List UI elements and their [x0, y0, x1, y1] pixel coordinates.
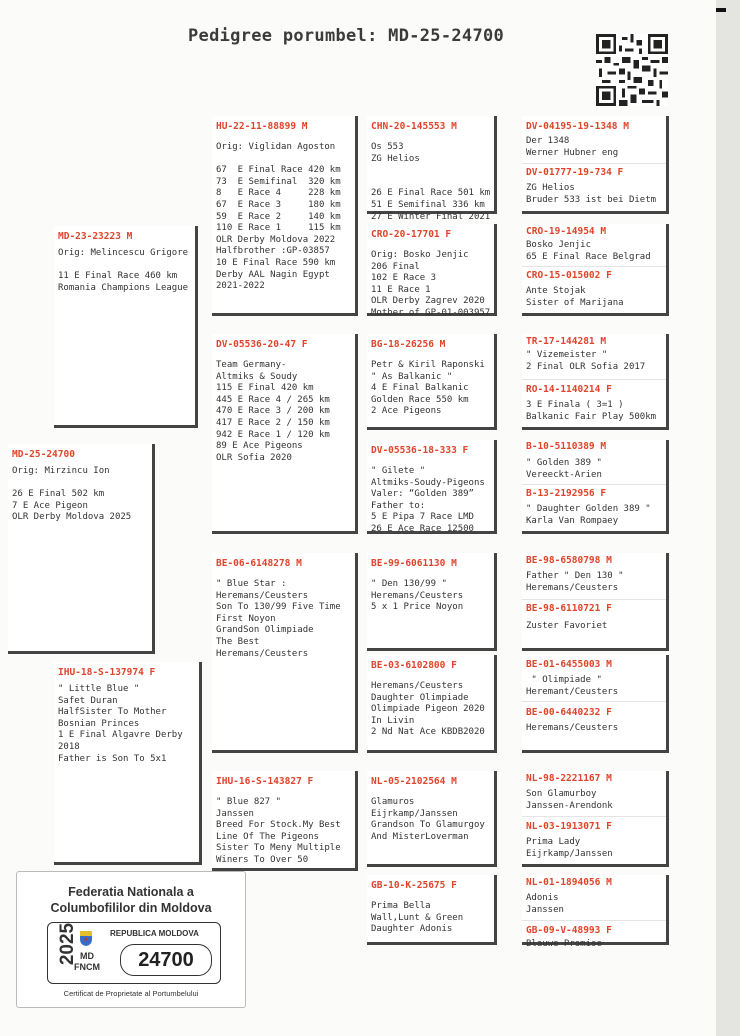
gggp-ring: NL-98-2221167 M — [526, 773, 612, 784]
divider — [522, 816, 666, 817]
ggp-details: Os 553 ZG Helios 26 E Final Race 501 km 51 E Semifinal 336 km 27 E Winter Final 2021 — [371, 142, 491, 222]
ggp-details: " Gilete " Altmiks-Soudy-Pigeons Valer: “Golden 389” Father to: 5 E Pipa 7 Race LMD 26 E Ace Race 12500 — [371, 466, 485, 534]
gggp-card — [522, 553, 669, 651]
ggp-details: " Den 130/99 " Heremans/Ceusters 5 x 1 Price Noyon — [371, 579, 464, 613]
divider — [522, 599, 666, 600]
sire-ring: IHU-18-S-137974 F — [58, 667, 156, 678]
gggp-details: Adonis Janssen — [526, 893, 564, 915]
ggp-ring: BG-18-26256 M — [371, 339, 446, 350]
gggp-details: Ante Stojak Sister of Marijana — [526, 286, 624, 308]
ggp-ring: CHN-20-145553 M — [371, 121, 457, 132]
grandparent-ring: DV-05536-20-47 F — [216, 339, 308, 350]
sire-card — [54, 662, 202, 865]
ring-year: 2025 — [57, 922, 78, 966]
gggp-ring: NL-03-1913071 F — [526, 821, 612, 832]
gggp-details: Heremans/Ceusters — [526, 723, 619, 733]
gggp-card — [522, 655, 669, 753]
divider — [522, 701, 666, 702]
grandparent-details: Team Germany- Altmiks & Soudy 115 E Final 420 km 445 E Race 4 / 265 km 470 E Race 3 / 200 km 417 E Race 2 / 150 km 942 E Race 1 / 120 km 89 E Ace Pigeons OLR Sofia 2020 — [216, 360, 330, 463]
sire-details: " Little Blue " Safet Duran HalfSister To Mother Bosnian Princes 1 E Final Algavre Derby 2018 Father is Son To 5x1 — [58, 684, 183, 764]
subject-ring: MD-25-24700 — [12, 449, 75, 460]
gggp-card — [522, 440, 669, 534]
gggp-ring: B-13-2192956 F — [526, 488, 607, 499]
certificate-caption: Certificat de Proprietate al Portumbelului — [63, 989, 199, 998]
gggp-ring: DV-01777-19-734 F — [526, 167, 624, 178]
page-edge — [716, 0, 740, 1036]
ggp-ring: BE-03-6102800 F — [371, 660, 457, 671]
gggp-details: Prima Lady Eijrkamp/Janssen — [526, 837, 613, 859]
divider — [522, 266, 666, 267]
gggp-details: 3 E Finala ( 3=1 ) Balkanic Fair Play 500km — [526, 400, 657, 422]
ggp-ring: CRO-20-17701 F — [371, 229, 452, 240]
dam-card — [54, 226, 198, 428]
grandparent-card — [212, 116, 358, 316]
gggp-ring: DV-04195-19-1348 M — [526, 121, 629, 132]
gggp-ring: BE-01-6455003 M — [526, 659, 612, 670]
subject-card — [8, 444, 155, 654]
grandparent-ring: BE-06-6148278 M — [216, 558, 302, 569]
ggp-details: Heremans/Ceusters Daughter Olimpiade Olimpiade Pigeon 2020 In Livin 2 Nd Nat Ace KBDB2020 — [371, 681, 485, 738]
gggp-details: Father " Den 130 " Heremans/Ceusters — [526, 571, 624, 593]
ggp-card — [367, 440, 497, 534]
gggp-ring: BE-00-6440232 F — [526, 707, 612, 718]
ggp-details: Petr & Kiril Raponski " As Balkanic " 4 E Final Balkanic Golden Race 550 km 2 Ace Pigeons — [371, 360, 485, 417]
gggp-card — [522, 116, 669, 214]
grandparent-card — [212, 553, 358, 753]
gggp-ring: NL-01-1894056 M — [526, 877, 612, 888]
grandparent-ring: IHU-16-S-143827 F — [216, 776, 314, 787]
subject-details: Orig: Mirzincu Ion 26 E Final 502 km 7 E Ace Pigeon OLR Derby Moldova 2025 — [12, 466, 132, 523]
gggp-card — [522, 771, 669, 867]
grandparent-card — [212, 334, 358, 534]
gggp-ring: TR-17-144281 M — [526, 336, 607, 347]
ggp-details: Prima Bella Wall,Lunt & Green Daughter Adonis — [371, 901, 464, 935]
gggp-details: Bosko Jenjic 65 E Final Race Belgrad — [526, 240, 651, 262]
ggp-card — [367, 771, 497, 867]
grandparent-details: " Blue Star : Heremans/Ceusters Son To 130/99 Five Time First Noyon GrandSon Olimpiade The Best Heremans/Ceusters — [216, 579, 341, 659]
gggp-ring: B-10-5110389 M — [526, 441, 607, 452]
gggp-card — [522, 224, 669, 316]
dam-details: Orig: Melincescu Grigore 11 E Final Race 460 km Romania Champions League — [58, 248, 189, 293]
gggp-details: Blauwe Promise — [526, 939, 602, 949]
ggp-ring: GB-10-K-25675 F — [371, 880, 457, 891]
ggp-ring: DV-05536-18-333 F — [371, 445, 469, 456]
gggp-details: " Olimpiade " Heremant/Ceusters — [526, 675, 619, 697]
gggp-ring: GB-09-V-48993 F — [526, 925, 612, 936]
ggp-details: Glamuros Eijrkamp/Janssen Grandson To Glamurgoy And MisterLoverman — [371, 797, 485, 842]
gggp-details: Zuster Favoriet — [526, 621, 608, 631]
divider — [522, 379, 666, 380]
ggp-card — [367, 116, 497, 222]
republic-label: REPUBLICA MOLDOVA — [110, 929, 199, 938]
gggp-ring: CRO-15-015002 F — [526, 270, 612, 281]
edge-mark — [716, 8, 726, 12]
federation-code: MD FNCM — [74, 951, 100, 972]
ggp-card — [367, 655, 497, 753]
gggp-ring: CRO-19-14954 M — [526, 226, 607, 237]
grandparent-card — [212, 771, 358, 871]
ggp-ring: NL-05-2102564 M — [371, 776, 457, 787]
gggp-details: ZG Helios Bruder 533 ist bei Dietm — [526, 183, 657, 205]
federation-name: Federatia Nationala a Columbofililor din Moldova — [50, 885, 212, 915]
ggp-details: Orig: Bosko Jenjic 206 Final 102 E Race 3 11 E Race 1 OLR Derby Zagrev 2020 Mother of GP-01-003957 — [371, 250, 491, 318]
divider — [522, 484, 666, 485]
gggp-ring: RO-14-1140214 F — [526, 384, 612, 395]
divider — [522, 920, 666, 921]
moldova-emblem-icon — [78, 929, 94, 947]
gggp-details: Son Glamurboy Janssen-Arendonk — [526, 789, 613, 811]
qr-code-icon — [596, 34, 668, 106]
gggp-details: " Vizemeister " 2 Final OLR Sofia 2017 — [526, 350, 646, 372]
federation-stamp — [16, 871, 246, 1008]
gggp-ring: BE-98-6580798 M — [526, 555, 612, 566]
gggp-card — [522, 875, 669, 949]
grandparent-details: " Blue 827 " Janssen Breed For Stock.My Best Line Of The Pigeons Sister To Meny Multiple Winers To Over 50 — [216, 797, 341, 865]
gggp-details: Der 1348 Werner Hubner eng — [526, 136, 619, 158]
ggp-card — [367, 224, 497, 316]
grandparent-details: Orig: Viglidan Agoston 67 E Final Race 420 km 73 E Semifinal 320 km 8 E Race 4 228 km 67 E Race 3 180 km 59 E Race 2 140 km 110 E Race 1 115 km OLR Derby Moldova 2022 Halfbrother :GP-03857 10 E Final Race 590 km Derby AAL Nagin Egypt 2021-2022 — [216, 142, 341, 292]
gggp-ring: BE-98-6110721 F — [526, 603, 612, 614]
divider — [522, 163, 666, 164]
gggp-card — [522, 334, 669, 430]
page-title: Pedigree porumbel: MD-25-24700 — [188, 26, 505, 46]
ggp-card — [367, 334, 497, 430]
gggp-details: " Daughter Golden 389 " Karla Van Rompaey — [526, 504, 651, 526]
ggp-card — [367, 875, 497, 945]
gggp-details: " Golden 389 " Vereeckt-Arien — [526, 458, 602, 480]
ring-certificate-box — [47, 922, 221, 984]
year-box — [36, 921, 78, 983]
dam-ring: MD-23-23223 M — [58, 231, 133, 242]
ggp-ring: BE-99-6061130 M — [371, 558, 457, 569]
ring-number: 24700 — [120, 944, 212, 976]
ggp-card — [367, 553, 497, 651]
grandparent-ring: HU-22-11-88899 M — [216, 121, 308, 132]
